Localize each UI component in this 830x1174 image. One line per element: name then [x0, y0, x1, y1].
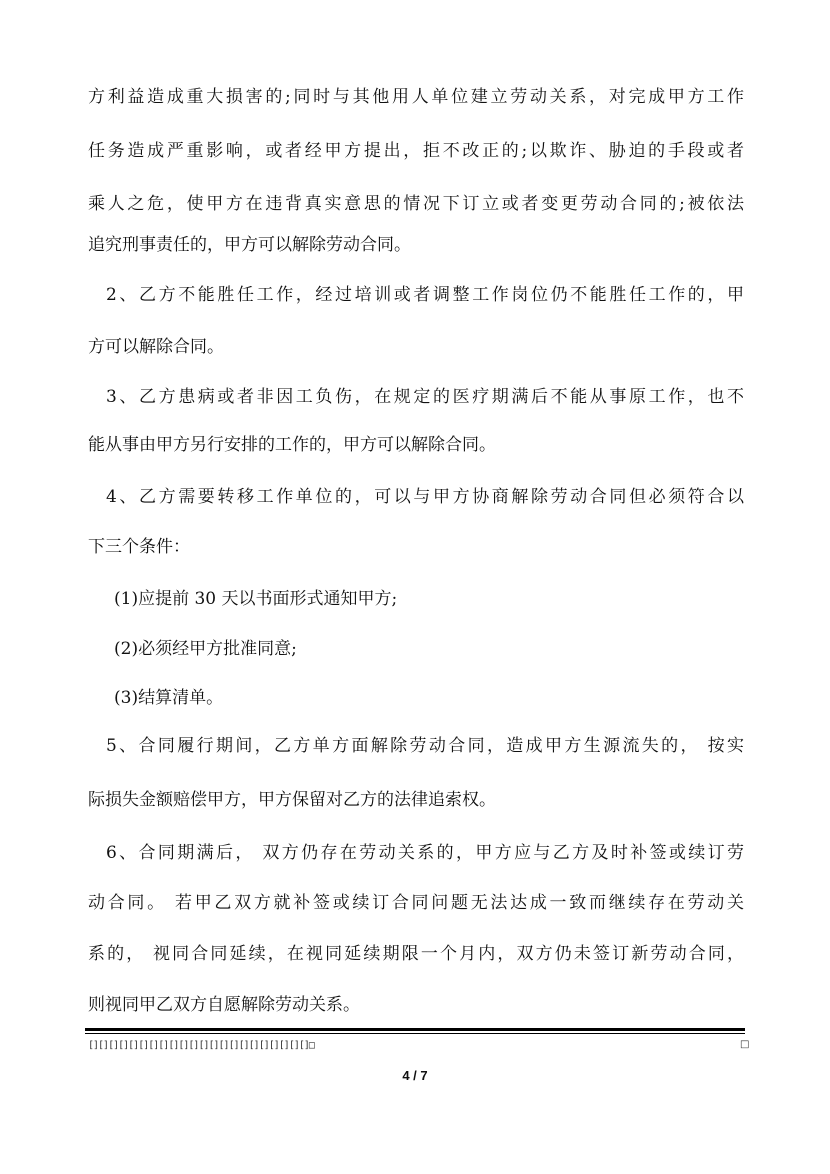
- text-line-19: 则视同甲乙双方自愿解除劳动关系。: [88, 995, 360, 1015]
- text-line-11: (1)应提前 30 天以书面形式通知甲方;: [114, 589, 398, 609]
- footer-rule-thick: [85, 1028, 745, 1031]
- page-number: 4 / 7: [402, 1068, 428, 1083]
- text-line-6: 方可以解除合同。: [88, 337, 224, 357]
- text-line-9: 4、乙方需要转移工作单位的，可以与甲方协商解除劳动合同但必须符合以: [106, 487, 744, 507]
- text-line-18: 系的， 视同合同延续，在视同延续期限一个月内，双方仍未签订新劳动合同，: [88, 944, 744, 964]
- text-line-7: 3、乙方患病或者非因工负伤，在规定的医疗期满后不能从事原工作，也不: [106, 387, 744, 407]
- text-line-4: 追究刑事责任的，甲方可以解除劳动合同。: [88, 235, 411, 255]
- footer-right-text: □: [740, 1039, 750, 1050]
- footer-left-text: [][][][][][][][][][][][][][][][][][][][][][]□: [88, 1040, 314, 1051]
- text-line-8: 能从事由甲方另行安排的工作的，甲方可以解除合同。: [88, 435, 496, 455]
- text-line-2: 任务造成严重影响，或者经甲方提出，拒不改正的;以欺诈、胁迫的手段或者: [88, 141, 744, 161]
- footer-rule-thin: [85, 1033, 745, 1034]
- text-line-14: 5、合同履行期间，乙方单方面解除劳动合同，造成甲方生源流失的， 按实: [106, 736, 744, 756]
- text-line-15: 际损失金额赔偿甲方，甲方保留对乙方的法律追索权。: [88, 790, 496, 810]
- text-line-1: 方利益造成重大损害的;同时与其他用人单位建立劳动关系，对完成甲方工作: [88, 87, 744, 107]
- text-line-16: 6、合同期满后， 双方仍存在劳动关系的，甲方应与乙方及时补签或续订劳: [106, 843, 744, 863]
- text-line-13: (3)结算清单。: [114, 688, 224, 708]
- text-line-17: 动合同。 若甲乙双方就补签或续订合同问题无法达成一致而继续存在劳动关: [88, 893, 744, 913]
- text-line-12: (2)必须经甲方批准同意;: [114, 639, 297, 659]
- text-line-5: 2、乙方不能胜任工作，经过培训或者调整工作岗位仍不能胜任工作的，甲: [106, 285, 744, 305]
- text-line-10: 下三个条件：: [88, 537, 190, 557]
- text-line-3: 乘人之危，使甲方在违背真实意思的情况下订立或者变更劳动合同的;被依法: [88, 194, 744, 214]
